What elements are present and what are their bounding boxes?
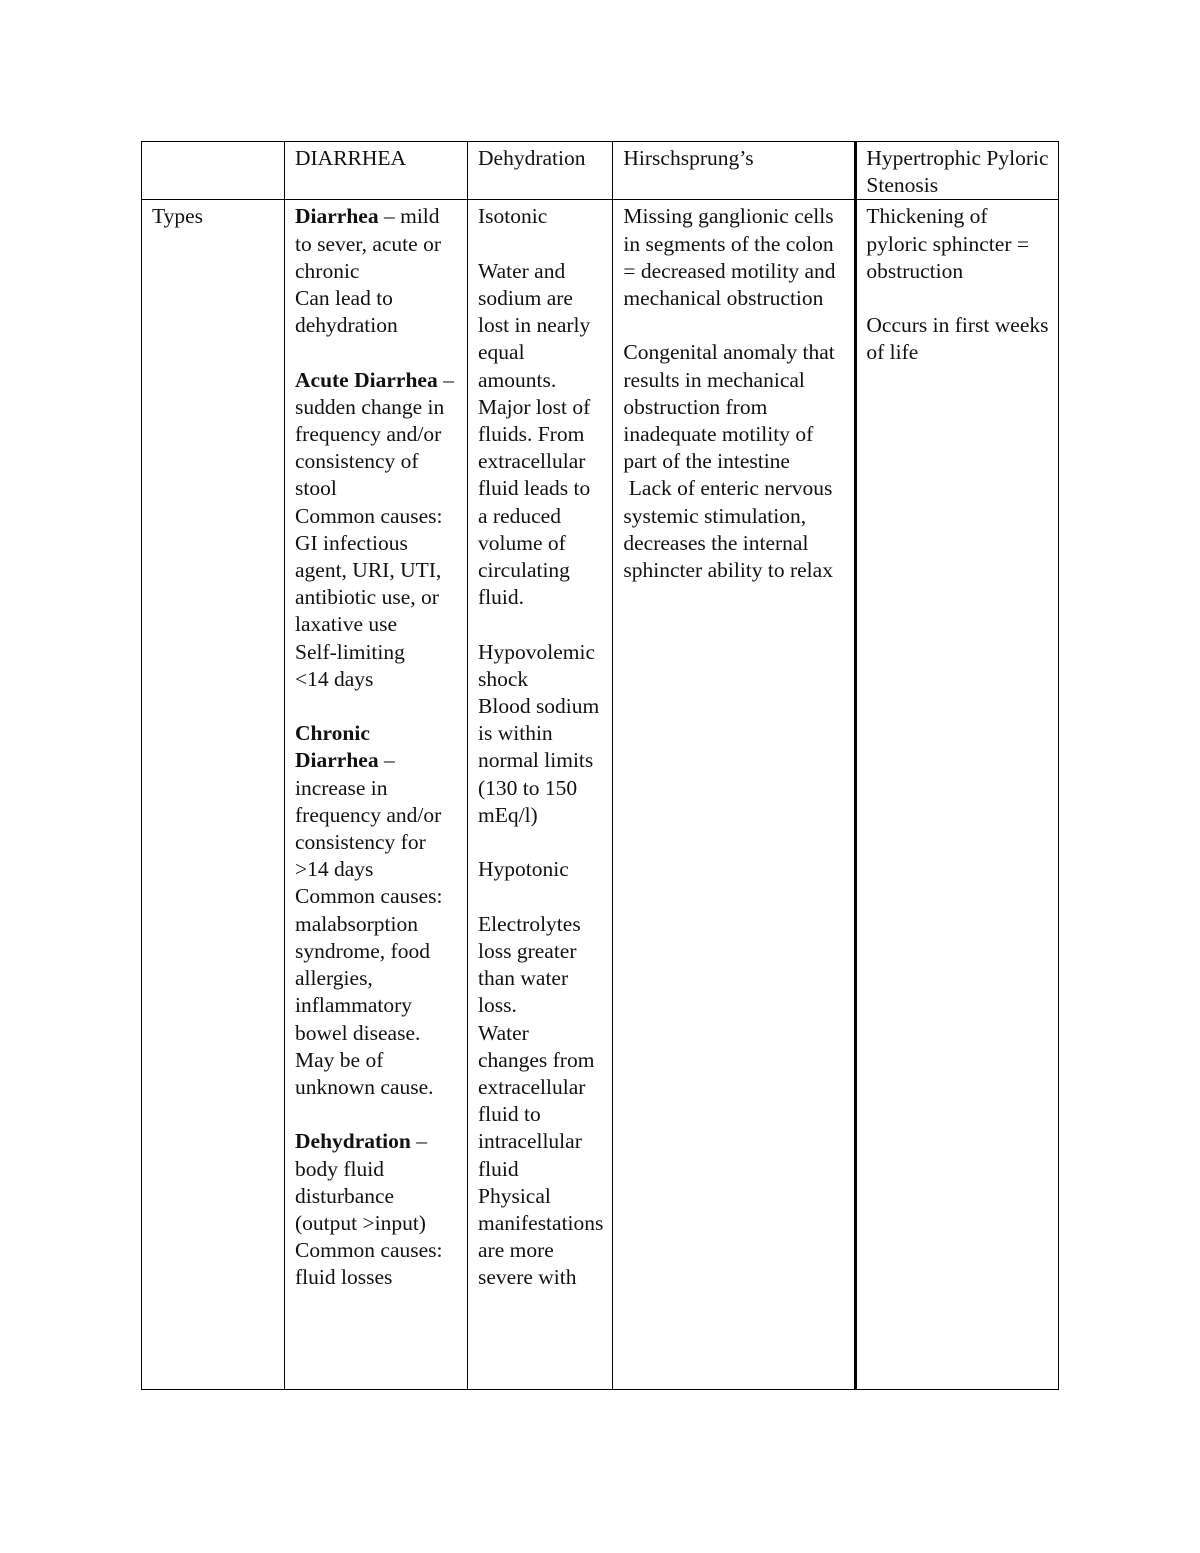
chronic-diarrhea-paragraph	[295, 720, 458, 1128]
diarrhea-definition: – mild to sever, acute or chronic Can lead to dehydration	[295, 204, 441, 338]
header-cell-dehydration: Dehydration	[468, 142, 613, 200]
header-cell-pyloric-stenosis: Hypertrophic Pyloric Stenosis	[856, 142, 1059, 200]
comparison-table	[141, 141, 1059, 1390]
dehydration-definition: – body fluid disturbance (output >input) Common causes: fluid losses	[295, 1129, 443, 1290]
cell-dehydration-types: Isotonic Water and sodium are lost in nearly equal amounts. Major lost of fluids. From extracellular fluid leads to a reduced volume of circulating fluid. Hypovolemic shock Blood sodium is within normal limits (130 to 150 mEq/l) Hypotonic Electrolytes loss greater than water loss. Water changes from extracellular fluid to intracellular fluid Physical manifestations are more severe with	[468, 200, 613, 1390]
cell-pyloric-stenosis-types: Thickening of pyloric sphincter = obstruction Occurs in first weeks of life	[856, 200, 1059, 1390]
acute-diarrhea-term: Acute Diarrhea	[295, 367, 438, 392]
table-row-types	[142, 200, 1059, 1390]
diarrhea-paragraph	[295, 203, 458, 366]
header-cell-diarrhea: DIARRHEA	[285, 142, 468, 200]
header-cell-empty	[142, 142, 285, 200]
chronic-diarrhea-definition: – increase in frequency and/or consistency for >14 days Common causes: malabsorption syndrome, food allergies, inflammatory bowel disease. May be of unknown cause.	[295, 748, 443, 1099]
row-label-types: Types	[142, 200, 285, 1390]
table-header-row	[142, 142, 1059, 200]
cell-diarrhea-types	[285, 200, 468, 1390]
diarrhea-term: Diarrhea	[295, 204, 379, 229]
chronic-diarrhea-term: Chronic Diarrhea	[295, 721, 379, 773]
dehydration-paragraph	[295, 1128, 458, 1291]
dehydration-term: Dehydration	[295, 1129, 411, 1154]
acute-diarrhea-paragraph	[295, 367, 458, 721]
acute-diarrhea-definition: – sudden change in frequency and/or consistency of stool Common causes: GI infectious agent, URI, UTI, antibiotic use, or laxative use Self-limiting <14 days	[295, 367, 454, 691]
header-cell-hirschsprungs: Hirschsprung’s	[613, 142, 856, 200]
cell-hirschsprungs-types: Missing ganglionic cells in segments of the colon = decreased motility and mechanical obstruction Congenital anomaly that results in mechanical obstruction from inadequate motility of part of the intestine Lack of enteric nervous systemic stimulation, decreases the internal sphincter ability to relax	[613, 200, 856, 1390]
